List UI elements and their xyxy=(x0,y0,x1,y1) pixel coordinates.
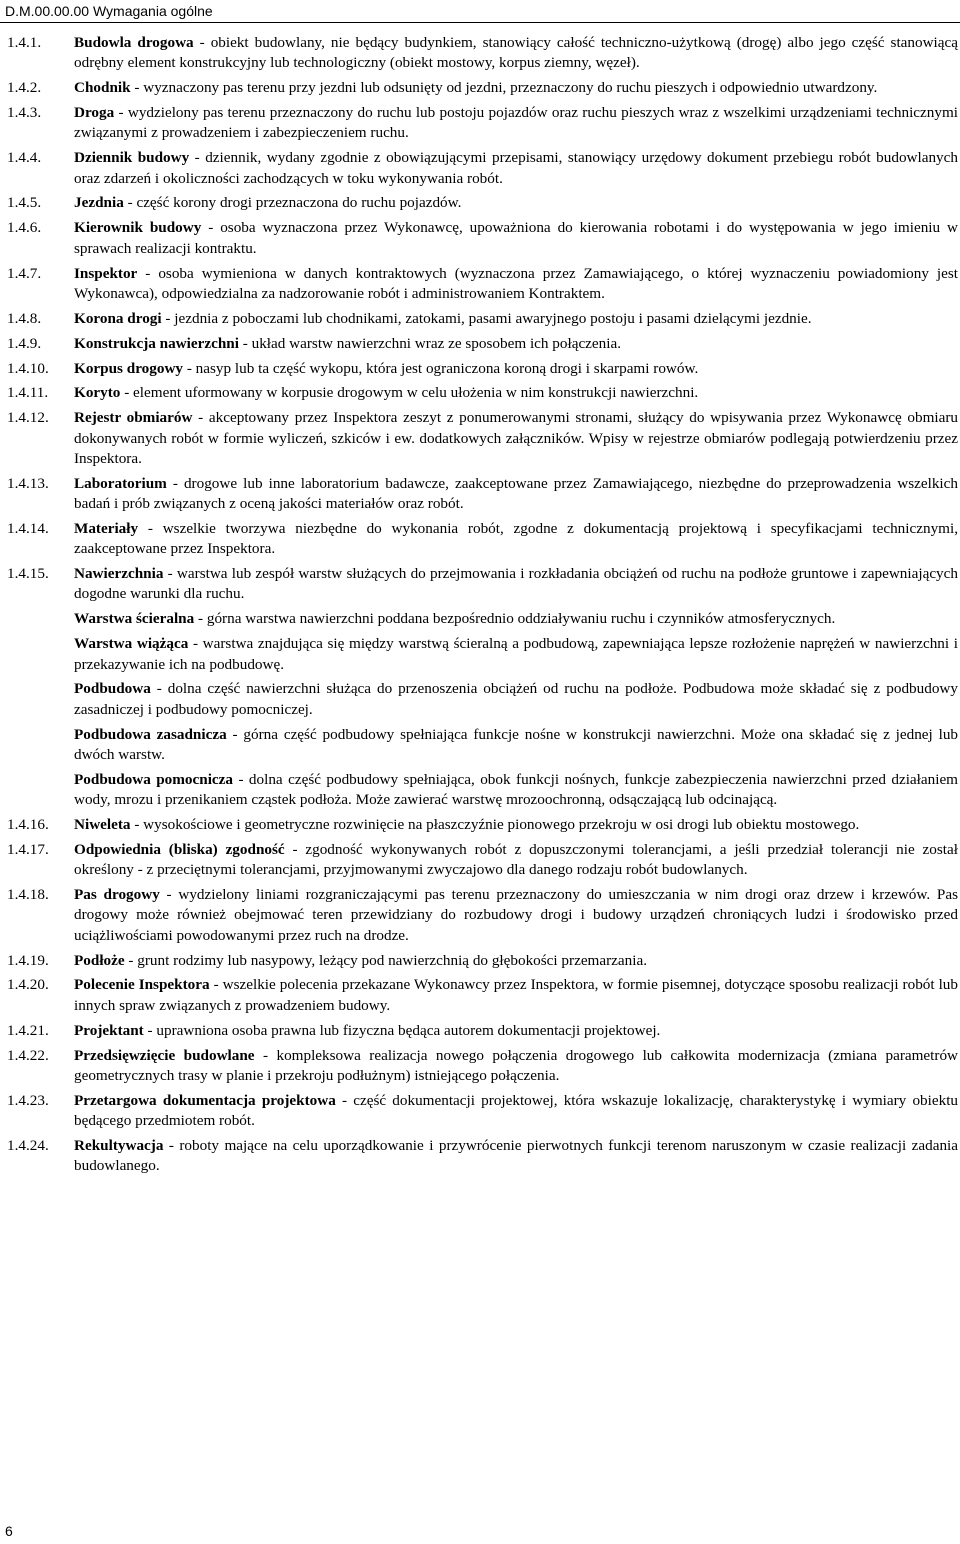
definition-number: 1.4.10. xyxy=(7,359,49,377)
definition-number: 1.4.8. xyxy=(7,309,42,327)
definition-term: Przetargowa dokumentacja projektowa xyxy=(74,1091,336,1109)
definition-body xyxy=(74,951,958,971)
definition-term: Koryto xyxy=(74,384,121,402)
definition-paragraph xyxy=(74,264,958,305)
definition-term: Projektant xyxy=(74,1021,144,1039)
definition-term: Nawierzchnia xyxy=(74,565,164,583)
definition-body xyxy=(74,148,958,189)
definition-paragraph xyxy=(74,474,958,515)
definition-number: 1.4.24. xyxy=(7,1136,49,1154)
definition-body xyxy=(74,1136,958,1177)
definition-number: 1.4.7. xyxy=(7,264,42,282)
definition-item xyxy=(7,474,958,515)
definition-text: - dolna część nawierzchni służąca do przenoszenia obciążeń od ruchu na podłoże. Podbudowa może składać się z podbudowy zasadniczej i podbudowy pomocniczej. xyxy=(74,680,958,718)
header-rule xyxy=(0,22,960,23)
definition-paragraph xyxy=(74,770,958,811)
definition-paragraph xyxy=(74,218,958,259)
definition-term: Podbudowa zasadnicza xyxy=(74,725,227,743)
definition-term: Laboratorium xyxy=(74,474,167,492)
definitions-list xyxy=(7,33,958,1181)
definition-paragraph xyxy=(74,408,958,469)
definition-term: Rekultywacja xyxy=(74,1136,164,1154)
definition-text: - roboty mające na celu uporządkowanie i przywrócenie pierwotnych funkcji terenom naruszonym w czasie realizacji zadania budowlanego. xyxy=(74,1136,958,1175)
definition-number: 1.4.21. xyxy=(7,1021,49,1039)
definition-text: - dziennik, wydany zgodnie z obowiązującymi przepisami, stanowiący urzędowy dokument przebiegu robót budowlanych oraz zdarzeń i okoliczności zachodzących w toku wykonywania robót. xyxy=(74,149,958,187)
definition-item xyxy=(7,78,958,98)
definition-paragraph xyxy=(74,815,958,835)
definition-text: - zgodność wykonywanych robót z dopuszczonymi tolerancjami, a jeśli przedział tolerancji nie został określony - z przeciętnymi tolerancjami, przyjmowanymi zwyczajowo dla danego rodzaju robót budowlanych. xyxy=(74,840,958,879)
definition-text: - uprawniona osoba prawna lub fizyczna będąca autorem dokumentacji projektowej. xyxy=(143,1021,661,1039)
definition-paragraph xyxy=(74,679,958,720)
definition-body xyxy=(74,218,958,259)
definition-body xyxy=(74,1046,958,1087)
definition-term: Jezdnia xyxy=(74,194,124,212)
definition-item xyxy=(7,1021,958,1041)
definition-term: Przedsięwzięcie budowlane xyxy=(74,1046,255,1064)
definition-term: Budowla drogowa xyxy=(74,34,194,51)
definition-body xyxy=(74,885,958,946)
definition-number: 1.4.18. xyxy=(7,886,49,904)
definition-item xyxy=(7,103,958,144)
definition-text: - akceptowany przez Inspektora zeszyt z ponumerowanymi stronami, służący do wpisywania przez Wykonawcę obmiaru dokonywanych robót w formie wyliczeń, szkiców i ew. dodatkowych załączników. Wpisy w rejestrze obmiarów podlegają potwierdzeniu przez Inspektora. xyxy=(74,409,958,467)
definition-body xyxy=(74,193,958,213)
definition-number: 1.4.2. xyxy=(7,79,42,97)
definition-body xyxy=(74,78,958,98)
definition-number: 1.4.14. xyxy=(7,519,49,537)
definition-paragraph xyxy=(74,309,958,329)
definition-paragraph xyxy=(74,1046,958,1087)
definition-paragraph xyxy=(74,359,958,379)
definition-number: 1.4.22. xyxy=(7,1046,49,1064)
definition-paragraph xyxy=(74,78,958,98)
definition-body xyxy=(74,359,958,379)
definition-text: - drogowe lub inne laboratorium badawcze, zaakceptowane przez Zamawiającego, niezbędne do przeprowadzenia wszelkich badań i prób związanych z oceną jakości materiałów oraz robót. xyxy=(74,474,958,513)
definition-term: Inspektor xyxy=(74,264,138,282)
definition-text: - warstwa lub zespół warstw służących do przejmowania i rozkładania obciążeń od ruchu na podłoże gruntowe i zapewniających dogodne warunki dla ruchu. xyxy=(74,565,958,603)
definition-paragraph xyxy=(74,193,958,213)
definition-item xyxy=(7,1046,958,1087)
definition-number: 1.4.1. xyxy=(7,34,42,51)
definition-term: Polecenie Inspektora xyxy=(74,976,210,994)
definition-number: 1.4.15. xyxy=(7,565,49,583)
definition-item xyxy=(7,264,958,305)
definition-text: - wydzielony liniami rozgraniczającymi pas terenu przeznaczony do umieszczania w nim drogi oraz drzew i krzewów. Pas drogowy może również obejmować teren przewidziany do rozbudowy drogi i budowy urządzeń chroniących ludzi i środowisko przed uciążliwościami powodowanymi przez ruch na drodze. xyxy=(74,886,958,944)
definition-paragraph xyxy=(74,1021,958,1041)
definition-item xyxy=(7,33,958,74)
definition-term: Warstwa wiążąca xyxy=(74,635,189,653)
definition-number: 1.4.9. xyxy=(7,334,42,352)
definition-text: - górna warstwa nawierzchni poddana bezpośrednio oddziaływaniu ruchu i czynników atmosferycznych. xyxy=(194,610,836,628)
definition-number: 1.4.20. xyxy=(7,976,49,994)
definition-text: - wydzielony pas terenu przeznaczony do ruchu lub postoju pojazdów oraz ruchu pieszych wraz z wszelkimi urządzeniami technicznymi związanymi z prowadzeniem i zabezpieczeniem ruchu. xyxy=(74,104,958,142)
definition-number: 1.4.17. xyxy=(7,840,49,858)
definition-paragraph xyxy=(74,519,958,560)
definition-number: 1.4.16. xyxy=(7,815,49,833)
definition-paragraph xyxy=(74,609,958,629)
definition-term: Materiały xyxy=(74,519,139,537)
definition-paragraph xyxy=(74,103,958,144)
definition-term: Dziennik budowy xyxy=(74,149,190,167)
definition-body xyxy=(74,383,958,403)
definition-term: Konstrukcja nawierzchni xyxy=(74,334,239,352)
definition-number: 1.4.11. xyxy=(7,384,49,402)
definition-paragraph xyxy=(74,1136,958,1177)
definition-item xyxy=(7,193,958,213)
definition-number: 1.4.6. xyxy=(7,219,42,237)
definition-body xyxy=(74,334,958,354)
definition-item xyxy=(7,408,958,469)
definition-paragraph xyxy=(74,334,958,354)
definition-body xyxy=(74,408,958,469)
definition-term: Droga xyxy=(74,104,115,122)
document-header: D.M.00.00.00 Wymagania ogólne xyxy=(5,3,213,19)
definition-body xyxy=(74,309,958,329)
definition-text: - osoba wymieniona w danych kontraktowych (wyznaczona przez Zamawiającego, o której wyznaczeniu powiadomiony jest Wykonawca), odpowiedzialna za nadzorowanie robót i administrowaniem Kontraktem. xyxy=(74,264,958,302)
definition-item xyxy=(7,359,958,379)
definition-text: - obiekt budowlany, nie będący budynkiem, stanowiący całość techniczno-użytkową (drogę) albo jego część stanowiącą odrębny element konstrukcyjny lub technologiczny (obiekt mostowy, korpus ziemny, węzeł). xyxy=(74,34,959,72)
definition-paragraph xyxy=(74,1091,958,1132)
definition-body xyxy=(74,103,958,144)
definition-body xyxy=(74,1091,958,1132)
definition-paragraph xyxy=(74,634,958,675)
definition-number: 1.4.23. xyxy=(7,1091,49,1109)
definition-paragraph xyxy=(74,975,958,1016)
definition-number: 1.4.4. xyxy=(7,149,42,167)
definition-text: - osoba wyznaczona przez Wykonawcę, upoważniona do kierowania robotami i do występowania w jego imieniu w sprawach realizacji kontraktu. xyxy=(74,219,958,257)
definition-item xyxy=(7,148,958,189)
definition-item xyxy=(7,1091,958,1132)
definition-text: - górna część podbudowy spełniająca funkcje nośne w konstrukcji nawierzchni. Może ona składać się z jednej lub dwóch warstw. xyxy=(74,725,959,763)
definition-term: Kierownik budowy xyxy=(74,219,202,237)
definition-text: - grunt rodzimy lub nasypowy, leżący pod nawierzchnią do głębokości przemarzania. xyxy=(124,951,647,969)
definition-item xyxy=(7,383,958,403)
definition-text: - część dokumentacji projektowej, która wskazuje lokalizację, charakterystykę i wymiary obiektu będącego przedmiotem robót. xyxy=(74,1091,959,1129)
definition-paragraph xyxy=(74,383,958,403)
definition-item xyxy=(7,840,958,881)
definition-paragraph xyxy=(74,840,958,881)
definition-item xyxy=(7,1136,958,1177)
definition-term: Korpus drogowy xyxy=(74,359,184,377)
definition-paragraph xyxy=(74,148,958,189)
definition-text: - wyznaczony pas terenu przy jezdni lub odsunięty od jezdni, przeznaczony do ruchu pieszych i odpowiednio utwardzony. xyxy=(130,79,878,97)
definition-text: - kompleksowa realizacja nowego połączenia drogowego lub całkowita modernizacja (zmiana parametrów geometrycznych trasy w planie i przekroju podłużnym) istniejącego połączenia. xyxy=(74,1046,959,1084)
page-number: 6 xyxy=(5,1523,13,1539)
definition-text: - wszelkie tworzywa niezbędne do wykonania robót, zgodne z dokumentacją projektową i specyfikacjami technicznymi, zaakceptowane przez Inspektora. xyxy=(74,519,958,558)
definition-text: - wysokościowe i geometryczne rozwinięcie na płaszczyźnie pionowego przekroju w osi drogi lub obiektu mostowego. xyxy=(130,815,860,833)
definition-body xyxy=(74,564,958,810)
definition-term: Odpowiednia (bliska) zgodność xyxy=(74,840,285,858)
definition-paragraph xyxy=(74,33,958,74)
definition-number: 1.4.5. xyxy=(7,194,42,212)
definition-item xyxy=(7,885,958,946)
definition-item xyxy=(7,975,958,1016)
definition-term: Podłoże xyxy=(74,951,125,969)
definition-body xyxy=(74,815,958,835)
definition-paragraph xyxy=(74,725,958,766)
definition-number: 1.4.12. xyxy=(7,409,49,427)
definition-body xyxy=(74,1021,958,1041)
definition-paragraph xyxy=(74,951,958,971)
definition-item xyxy=(7,564,958,810)
definition-item xyxy=(7,815,958,835)
definition-text: - jezdnia z poboczami lub chodnikami, zatokami, pasami awaryjnego postoju i pasami dzielącymi jezdnie. xyxy=(161,309,812,327)
definition-body xyxy=(74,474,958,515)
definition-text: - część korony drogi przeznaczona do ruchu pojazdów. xyxy=(123,194,462,212)
definition-paragraph xyxy=(74,885,958,946)
definition-text: - nasyp lub ta część wykopu, która jest ograniczona koroną drogi i skarpami rowów. xyxy=(183,359,699,377)
definition-item xyxy=(7,309,958,329)
definition-item xyxy=(7,334,958,354)
definition-number: 1.4.3. xyxy=(7,104,42,122)
definition-item xyxy=(7,218,958,259)
definition-term: Podbudowa xyxy=(74,680,151,698)
definition-text: - wszelkie polecenia przekazane Wykonawcy przez Inspektora, w formie pisemnej, dotyczące sposobu realizacji robót lub innych spraw związanych z prowadzeniem budowy. xyxy=(74,976,958,1014)
definition-body xyxy=(74,33,958,74)
definition-text: - dolna część podbudowy spełniająca, obok funkcji nośnych, funkcje zabezpieczenia nawierzchni przed działaniem wody, mrozu i przenikaniem cząstek podłoża. Może zawierać warstwę mrozoochronną, odsączającą lub odcinającą. xyxy=(74,770,958,809)
definition-body xyxy=(74,264,958,305)
definition-term: Pas drogowy xyxy=(74,886,160,904)
definition-item xyxy=(7,519,958,560)
definition-term: Warstwa ścieralna xyxy=(74,610,195,628)
definition-body xyxy=(74,840,958,881)
definition-number: 1.4.13. xyxy=(7,474,49,492)
definition-text: - układ warstw nawierzchni wraz ze sposobem ich połączenia. xyxy=(238,334,622,352)
definition-term: Niweleta xyxy=(74,815,131,833)
definition-body xyxy=(74,519,958,560)
definition-number: 1.4.19. xyxy=(7,951,49,969)
definition-term: Rejestr obmiarów xyxy=(74,409,193,427)
definition-term: Korona drogi xyxy=(74,309,162,327)
definition-item xyxy=(7,951,958,971)
definition-text: - warstwa znajdująca się między warstwą ścieralną a podbudową, zapewniająca lepsze rozłożenie naprężeń w nawierzchni i przekazywanie ich na podbudowę. xyxy=(74,635,958,673)
definition-text: - element uformowany w korpusie drogowym w celu ułożenia w nim konstrukcji nawierzchni. xyxy=(120,384,699,402)
definition-term: Chodnik xyxy=(74,79,131,97)
definition-paragraph xyxy=(74,564,958,605)
definition-body xyxy=(74,975,958,1016)
definition-term: Podbudowa pomocnicza xyxy=(74,770,234,788)
